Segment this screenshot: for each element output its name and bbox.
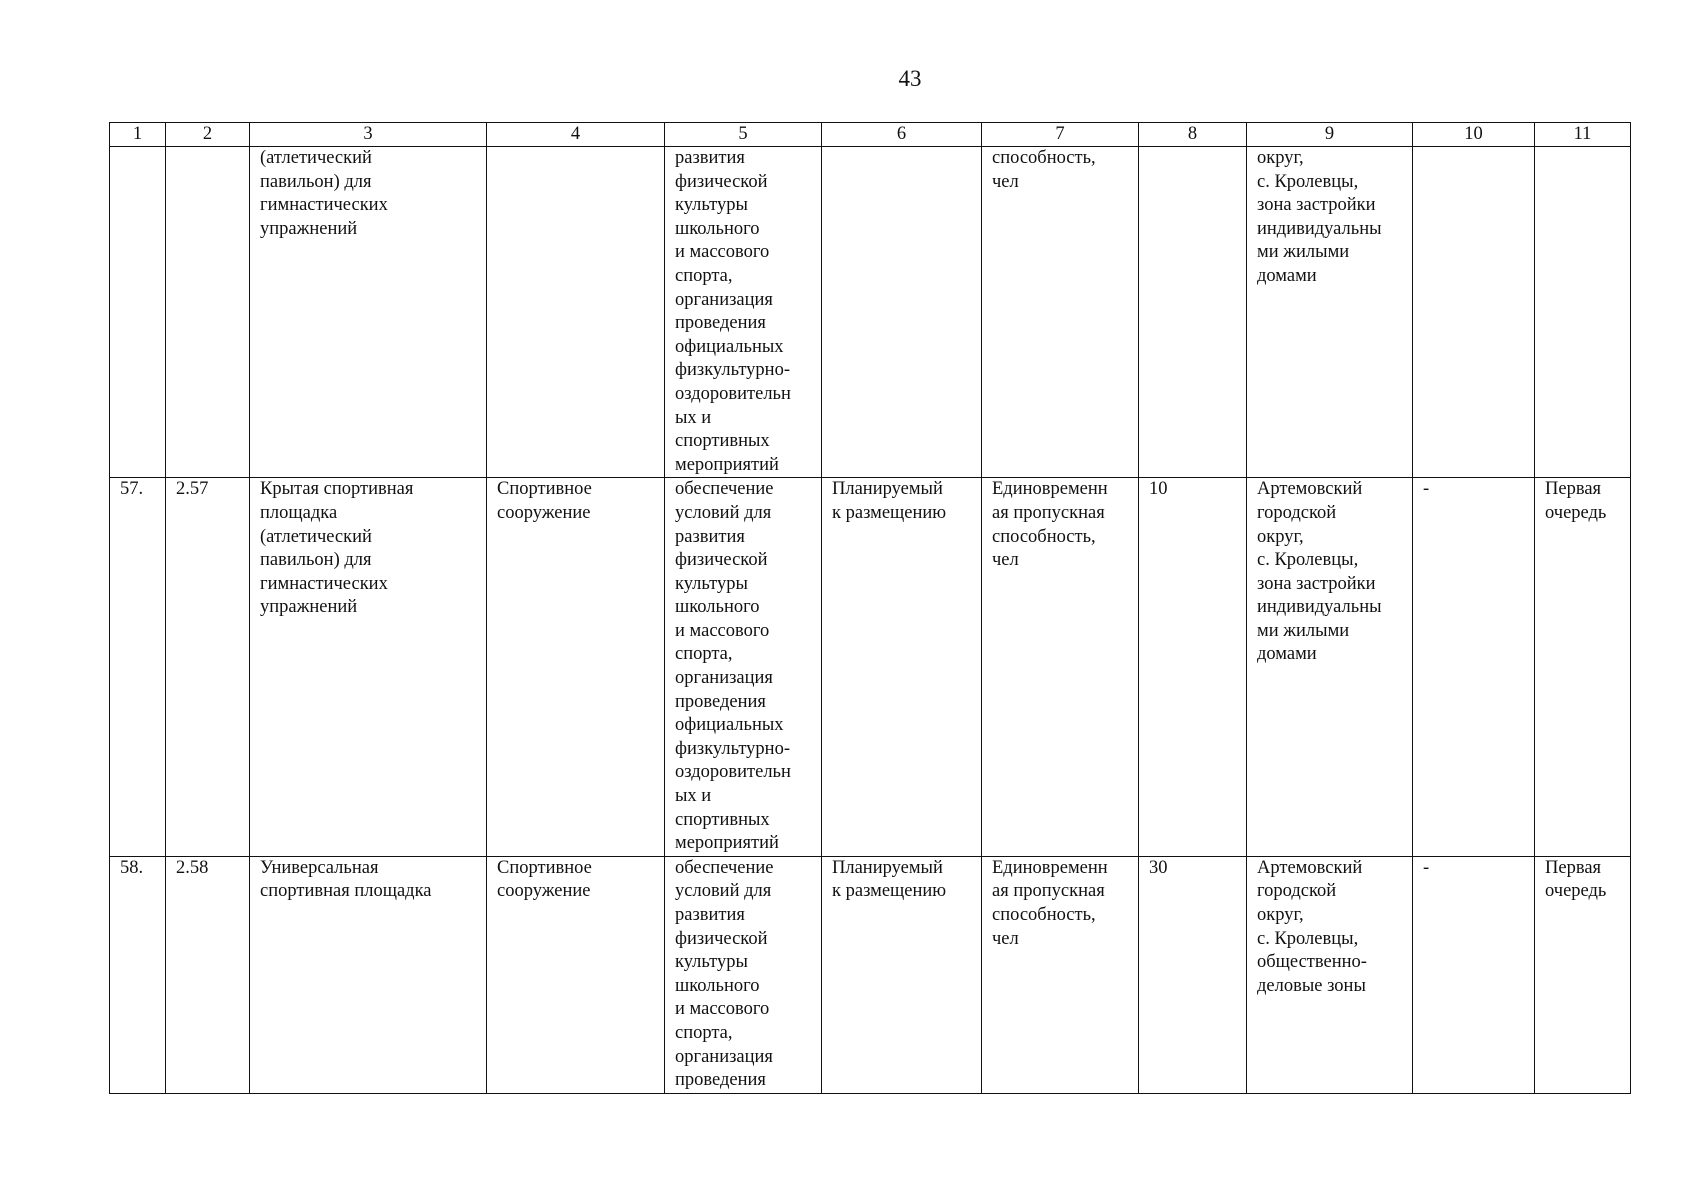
cell-text-line: ми жилыми: [1257, 242, 1350, 263]
cell-zone: [1413, 856, 1535, 1093]
cell-text-line: домами: [1257, 265, 1317, 286]
cell-location: [1247, 856, 1413, 1093]
cell-text-line: индивидуальны: [1257, 218, 1382, 239]
cell-object-type: [487, 147, 665, 478]
column-number-5: 5: [665, 123, 822, 147]
cell-value: [1139, 478, 1247, 857]
cell-text-line: зона застройки: [1257, 195, 1376, 216]
cell-text-line: обеспечение: [675, 857, 774, 878]
cell-text-line: округ,: [1257, 148, 1304, 168]
cell-text-line: очередь: [1545, 881, 1607, 902]
cell-text-line: спорта,: [675, 644, 733, 665]
cell-text-line: сооружение: [497, 881, 591, 902]
cell-text-line: обеспечение: [675, 479, 774, 500]
cell-text-line: с. Кролевцы,: [1257, 550, 1359, 571]
cell-text-line: культуры: [675, 195, 748, 216]
cell-text-line: физической: [675, 928, 768, 949]
cell-text-line: физкультурно-: [675, 360, 790, 381]
cell-text-line: спорта,: [675, 265, 733, 286]
cell-text-line: культуры: [675, 573, 748, 594]
cell-text-line: Первая: [1545, 479, 1602, 500]
cell-object-number: [166, 856, 250, 1093]
cell-text-line: Первая: [1545, 857, 1602, 878]
cell-text-line: развития: [675, 526, 745, 547]
cell-text-line: физической: [675, 550, 768, 571]
cell-purpose: [665, 478, 822, 857]
cell-text-line: ая пропускная: [992, 502, 1105, 523]
cell-text-line: школьного: [675, 218, 760, 239]
cell-text-line: и массового: [675, 999, 770, 1020]
cell-text-line: деловые зоны: [1257, 975, 1366, 996]
cell-object-name: [250, 856, 487, 1093]
cell-status: [822, 856, 982, 1093]
cell-row-number: [110, 478, 166, 857]
cell-text-line: 2.57: [176, 479, 209, 500]
cell-text-line: гимнастических: [260, 195, 388, 216]
cell-text-line: физкультурно-: [675, 738, 790, 759]
column-number-2: 2: [166, 123, 250, 147]
column-number-9: 9: [1247, 123, 1413, 147]
cell-text-line: павильон) для: [260, 550, 372, 571]
cell-text-line: развития: [675, 148, 745, 168]
cell-text-line: школьного: [675, 597, 760, 618]
cell-text-line: с. Кролевцы,: [1257, 928, 1359, 949]
cell-text-line: ых и: [675, 407, 712, 428]
cell-object-number: [166, 478, 250, 857]
cell-characteristic: [982, 478, 1139, 857]
cell-zone: [1413, 147, 1535, 478]
cell-zone: [1413, 478, 1535, 857]
cell-text-line: официальных: [675, 715, 784, 736]
cell-text-line: Спортивное: [497, 479, 592, 500]
cell-text-line: упражнений: [260, 218, 358, 239]
table-row-58: [110, 856, 1631, 1093]
cell-text-line: чел: [992, 550, 1019, 571]
cell-text-line: проведения: [675, 1070, 766, 1091]
cell-text-line: условий для: [675, 502, 772, 523]
cell-text-line: оздоровительн: [675, 762, 791, 783]
planned-objects-table: [109, 122, 1631, 1094]
cell-text-line: (атлетический: [260, 148, 372, 168]
column-number-11: 11: [1535, 123, 1631, 147]
cell-text-line: ми жилыми: [1257, 620, 1350, 641]
cell-text-line: павильон) для: [260, 171, 372, 192]
cell-text-line: организация: [675, 289, 773, 310]
cell-text-line: способность,: [992, 148, 1096, 168]
cell-text-line: к размещению: [832, 881, 947, 902]
cell-text-line: с. Кролевцы,: [1257, 171, 1359, 192]
cell-text-line: ая пропускная: [992, 881, 1105, 902]
page-number: 43: [898, 66, 922, 91]
column-number-6: 6: [822, 123, 982, 147]
column-number-3: 3: [250, 123, 487, 147]
cell-text-line: спортивная площадка: [260, 881, 432, 902]
cell-text-line: гимнастических: [260, 573, 388, 594]
cell-purpose: [665, 147, 822, 478]
cell-text-line: Артемовский: [1257, 479, 1363, 500]
cell-row-number: [110, 856, 166, 1093]
column-number-8: 8: [1139, 123, 1247, 147]
cell-text-line: Планируемый: [832, 857, 943, 878]
cell-text-line: Планируемый: [832, 479, 943, 500]
cell-object-name: [250, 147, 487, 478]
cell-text-line: условий для: [675, 881, 772, 902]
cell-text-line: Единовременн: [992, 857, 1108, 878]
cell-text-line: спортивных: [675, 809, 770, 830]
cell-text-line: городской: [1257, 502, 1337, 523]
cell-text-line: спорта,: [675, 1022, 733, 1043]
cell-text-line: способность,: [992, 526, 1096, 547]
cell-text-line: официальных: [675, 336, 784, 357]
cell-characteristic: [982, 147, 1139, 478]
cell-text-line: оздоровительн: [675, 383, 791, 404]
cell-text-line: проведения: [675, 691, 766, 712]
table-row-continuation: [110, 147, 1631, 478]
cell-text-line: упражнений: [260, 597, 358, 618]
cell-text-line: Спортивное: [497, 857, 592, 878]
cell-text-line: и массового: [675, 242, 770, 263]
cell-object-type: [487, 478, 665, 857]
cell-text-line: физической: [675, 171, 768, 192]
cell-text-line: -: [1423, 857, 1430, 878]
cell-stage: [1535, 478, 1631, 857]
cell-text-line: 58.: [120, 857, 144, 878]
cell-text-line: Крытая спортивная: [260, 479, 414, 500]
cell-object-type: [487, 856, 665, 1093]
column-number-7: 7: [982, 123, 1139, 147]
cell-object-name: [250, 478, 487, 857]
cell-text-line: чел: [992, 171, 1019, 192]
cell-text-line: мероприятий: [675, 833, 779, 854]
cell-status: [822, 478, 982, 857]
cell-value: [1139, 856, 1247, 1093]
cell-text-line: организация: [675, 1046, 773, 1067]
cell-text-line: -: [1423, 479, 1430, 500]
cell-text-line: чел: [992, 928, 1019, 949]
cell-text-line: 2.58: [176, 857, 209, 878]
cell-text-line: ых и: [675, 786, 712, 807]
table-row-57: [110, 478, 1631, 857]
cell-text-line: 10: [1149, 479, 1168, 500]
cell-text-line: городской: [1257, 881, 1337, 902]
cell-stage: [1535, 147, 1631, 478]
cell-text-line: индивидуальны: [1257, 597, 1382, 618]
cell-text-line: проведения: [675, 313, 766, 334]
cell-text-line: Единовременн: [992, 479, 1108, 500]
cell-purpose: [665, 856, 822, 1093]
cell-location: [1247, 147, 1413, 478]
cell-location: [1247, 478, 1413, 857]
column-number-1: 1: [110, 123, 166, 147]
cell-text-line: способность,: [992, 905, 1096, 925]
cell-text-line: развития: [675, 905, 745, 925]
cell-text-line: площадка: [260, 502, 338, 523]
cell-value: [1139, 147, 1247, 478]
cell-text-line: мероприятий: [675, 454, 779, 475]
cell-text-line: (атлетический: [260, 526, 372, 547]
cell-text-line: округ,: [1257, 905, 1304, 925]
column-number-4: 4: [487, 123, 665, 147]
cell-text-line: зона застройки: [1257, 573, 1376, 594]
cell-text-line: 57.: [120, 479, 144, 500]
cell-text-line: сооружение: [497, 502, 591, 523]
cell-text-line: Универсальная: [260, 857, 379, 878]
cell-object-number: [166, 147, 250, 478]
cell-text-line: культуры: [675, 952, 748, 973]
cell-row-number: [110, 147, 166, 478]
column-number-header-row: [110, 123, 1631, 147]
cell-stage: [1535, 856, 1631, 1093]
cell-text-line: спортивных: [675, 431, 770, 452]
cell-text-line: домами: [1257, 644, 1317, 665]
cell-text-line: организация: [675, 668, 773, 689]
cell-characteristic: [982, 856, 1139, 1093]
column-number-10: 10: [1413, 123, 1535, 147]
cell-text-line: 30: [1149, 857, 1168, 878]
cell-text-line: округ,: [1257, 526, 1304, 547]
cell-text-line: общественно-: [1257, 952, 1367, 973]
cell-text-line: Артемовский: [1257, 857, 1363, 878]
cell-text-line: и массового: [675, 620, 770, 641]
cell-status: [822, 147, 982, 478]
cell-text-line: очередь: [1545, 502, 1607, 523]
cell-text-line: школьного: [675, 975, 760, 996]
cell-text-line: к размещению: [832, 502, 947, 523]
